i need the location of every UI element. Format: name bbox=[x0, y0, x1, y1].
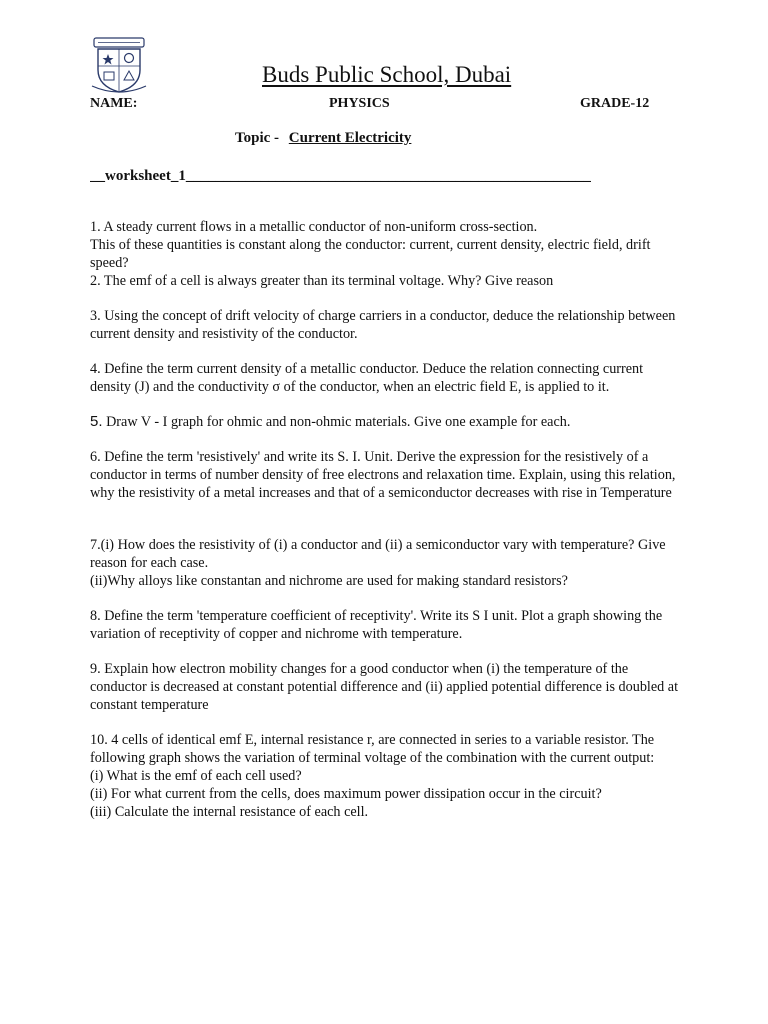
school-crest-logo bbox=[88, 36, 150, 96]
grade-label: GRADE-12 bbox=[580, 96, 650, 111]
name-label: NAME: bbox=[90, 96, 138, 111]
question-3: 3. Using the concept of drift velocity of charge carriers in a conductor, deduce the relationship between current density and resistivity of the conductor. bbox=[90, 308, 676, 342]
topic-label: Topic - bbox=[235, 130, 280, 146]
question-5-number: 5. bbox=[90, 413, 103, 430]
question-6: 6. Define the term 'resistively' and write its S. I. Unit. Derive the expression for the resistively of a conductor in terms of number density of free electrons and relaxation time. Explain, using this relation, why the resistivity of a metal increases and that of a semiconductor decreases with rise in Temperature bbox=[90, 449, 676, 501]
subject-label: PHYSICS bbox=[329, 96, 390, 111]
question-7-part-1: 7.(i) How does the resistivity of (i) a conductor and (ii) a semiconductor vary with temperature? Give reason for each case. bbox=[90, 537, 666, 571]
topic-row bbox=[235, 130, 411, 147]
question-8: 8. Define the term 'temperature coefficient of receptivity'. Write its S I unit. Plot a graph showing the variation of receptivity of copper and nichrome with temperature. bbox=[90, 608, 663, 642]
question-10-part-iii: (iii) Calculate the internal resistance of each cell. bbox=[90, 804, 369, 820]
question-10-part-i: (i) What is the emf of each cell used? bbox=[90, 768, 302, 784]
topic-value: Current Electricity bbox=[288, 130, 412, 146]
question-5-text: Draw V - I graph for ohmic and non-ohmic materials. Give one example for each. bbox=[106, 414, 571, 430]
question-10: 10. 4 cells of identical emf E, internal resistance r, are connected in series to a variable resistor. The following graph shows the variation of terminal voltage of the combination with the current output: bbox=[90, 732, 655, 766]
question-list bbox=[90, 218, 682, 821]
question-2: 2. The emf of a cell is always greater than its terminal voltage. Why? Give reason bbox=[90, 273, 554, 289]
question-4: 4. Define the term current density of a metallic conductor. Deduce the relation connecting current density (J) and the conductivity σ of the conductor, when an electric field E, is applied to it. bbox=[90, 361, 644, 395]
question-5 bbox=[90, 413, 682, 431]
question-10-part-ii: (ii) For what current from the cells, does maximum power dissipation occur in the circuit? bbox=[90, 786, 602, 802]
school-name: Buds Public School, Dubai bbox=[262, 62, 512, 87]
question-9: 9. Explain how electron mobility changes for a good conductor when (i) the temperature of the conductor is decreased at constant potential difference and (ii) applied potential difference is doubled at constant temperature bbox=[90, 661, 679, 713]
worksheet-title: __worksheet_1______________________________________________________ bbox=[90, 168, 591, 184]
question-7-part-2: (ii)Why alloys like constantan and nichrome are used for making standard resistors? bbox=[90, 573, 568, 589]
question-1-prompt: This of these quantities is constant along the conductor: current, current density, electric field, drift speed? bbox=[90, 237, 651, 271]
question-1-intro: 1. A steady current flows in a metallic conductor of non-uniform cross-section. bbox=[90, 219, 538, 235]
